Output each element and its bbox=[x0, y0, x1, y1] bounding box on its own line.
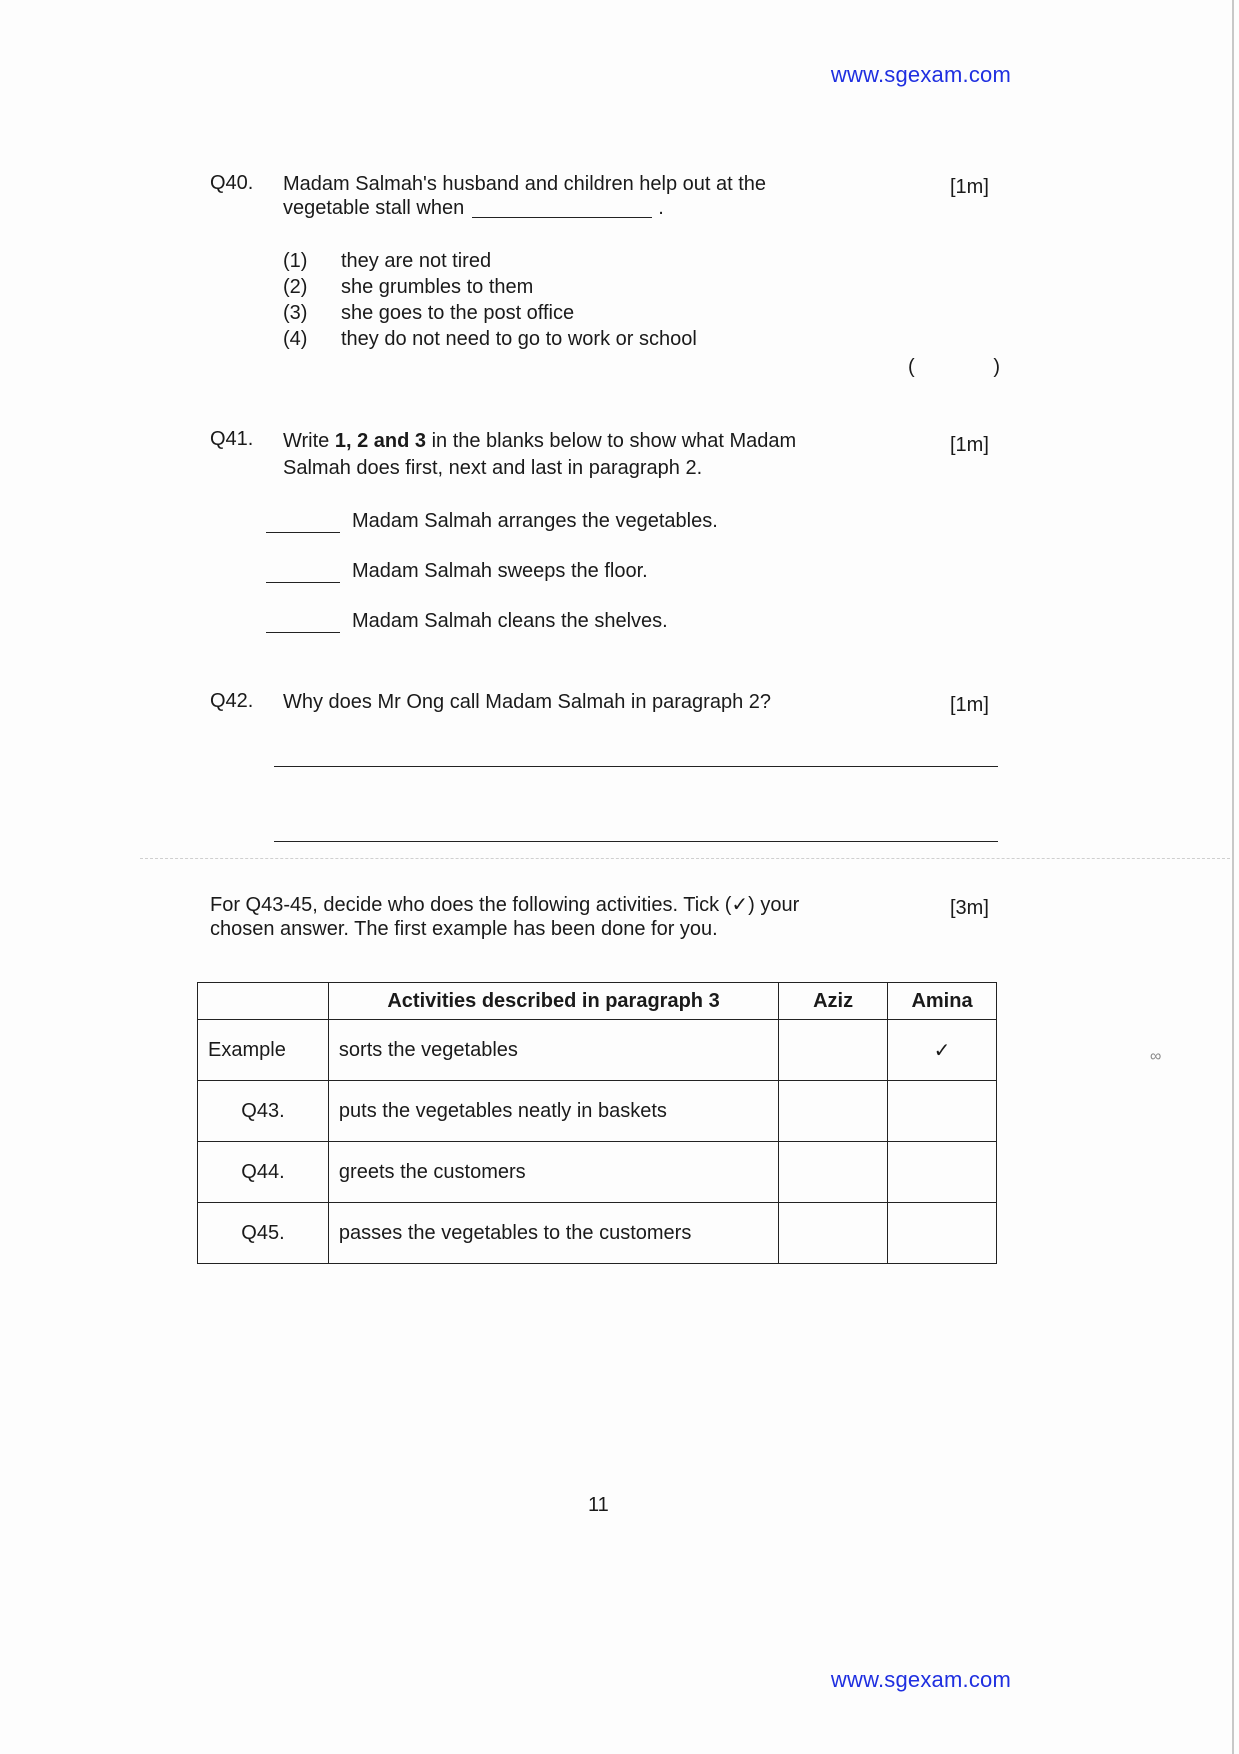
row-activity: greets the customers bbox=[328, 1142, 778, 1203]
option-number: (3) bbox=[283, 302, 308, 324]
q41-text-bold: 1, 2 and 3 bbox=[334, 430, 427, 452]
row-label: Q43. bbox=[198, 1081, 329, 1142]
watermark-bottom[interactable]: www.sgexam.com bbox=[830, 1667, 1011, 1692]
activities-table bbox=[197, 982, 997, 1264]
q41-marks: [1m] bbox=[950, 434, 989, 456]
q41-item-1 bbox=[266, 510, 718, 533]
table-row bbox=[198, 1081, 997, 1142]
q41-blank-2[interactable] bbox=[266, 562, 340, 583]
option-text: they do not need to go to work or school bbox=[341, 328, 697, 350]
header-aziz: Aziz bbox=[779, 983, 888, 1020]
q42-answer-line-1[interactable] bbox=[274, 766, 998, 767]
q40-number: Q40. bbox=[210, 172, 254, 194]
q41-blank-1[interactable] bbox=[266, 512, 340, 533]
scan-artifact-line bbox=[140, 858, 1230, 859]
row-activity: puts the vegetables neatly in baskets bbox=[328, 1081, 778, 1142]
q42-number: Q42. bbox=[210, 690, 254, 712]
aziz-tick-cell[interactable] bbox=[779, 1142, 888, 1203]
amina-tick-cell[interactable] bbox=[888, 1081, 997, 1142]
q41-text bbox=[283, 428, 843, 482]
row-label: Q44. bbox=[198, 1142, 329, 1203]
row-activity: sorts the vegetables bbox=[328, 1020, 778, 1081]
row-label: Example bbox=[198, 1020, 329, 1081]
row-activity: passes the vegetables to the customers bbox=[328, 1203, 778, 1264]
amina-tick-cell[interactable] bbox=[888, 1203, 997, 1264]
q41-blank-3[interactable] bbox=[266, 612, 340, 633]
q41-text-b: in the blanks below to show what Madam Salmah does first, next and last in paragraph 2. bbox=[283, 430, 797, 479]
option-text: they are not tired bbox=[341, 250, 492, 272]
scan-mark-icon: ∞ bbox=[1150, 1048, 1162, 1065]
header-blank bbox=[198, 983, 329, 1020]
q42-marks: [1m] bbox=[950, 694, 989, 716]
amina-tick-cell[interactable] bbox=[888, 1142, 997, 1203]
option-number: (2) bbox=[283, 276, 308, 298]
q41-text-a: Write bbox=[283, 430, 335, 452]
bracket-close: ) bbox=[993, 356, 1000, 378]
q41-item-text: Madam Salmah arranges the vegetables. bbox=[352, 510, 718, 532]
q43-45-instruction: For Q43-45, decide who does the following activities. Tick (✓) your chosen answer. The first example has been done for you. bbox=[210, 894, 800, 940]
q41-item-2 bbox=[266, 560, 648, 583]
q42-text: Why does Mr Ong call Madam Salmah in paragraph 2? bbox=[283, 691, 772, 713]
aziz-tick-cell[interactable] bbox=[779, 1081, 888, 1142]
option-text: she grumbles to them bbox=[341, 276, 534, 298]
header-amina: Amina bbox=[888, 983, 997, 1020]
q41-number: Q41. bbox=[210, 428, 254, 450]
q40-option-2[interactable] bbox=[283, 274, 697, 300]
aziz-tick-cell[interactable] bbox=[779, 1203, 888, 1264]
aziz-tick-cell[interactable] bbox=[779, 1020, 888, 1081]
header-activities: Activities described in paragraph 3 bbox=[328, 983, 778, 1020]
q40-answer-bracket[interactable] bbox=[908, 356, 1000, 379]
table-header-row bbox=[198, 983, 997, 1020]
table-row bbox=[198, 1203, 997, 1264]
watermark-top[interactable]: www.sgexam.com bbox=[830, 62, 1011, 87]
page-number: 11 bbox=[588, 1494, 609, 1516]
q40-option-3[interactable] bbox=[283, 300, 697, 326]
table-row bbox=[198, 1020, 997, 1081]
option-number: (1) bbox=[283, 250, 308, 272]
q41-item-text: Madam Salmah cleans the shelves. bbox=[352, 610, 668, 632]
q40-text-after: . bbox=[658, 197, 664, 219]
q40-option-1[interactable] bbox=[283, 248, 697, 274]
q41-item-3 bbox=[266, 610, 668, 633]
q43-45-marks: [3m] bbox=[950, 897, 989, 919]
bracket-open: ( bbox=[908, 356, 915, 378]
row-label: Q45. bbox=[198, 1203, 329, 1264]
q40-marks: [1m] bbox=[950, 176, 989, 198]
page-edge bbox=[1232, 0, 1234, 1754]
table-row bbox=[198, 1142, 997, 1203]
q40-text-before: Madam Salmah's husband and children help out at the vegetable stall when bbox=[283, 173, 767, 219]
q40-text bbox=[283, 172, 843, 220]
option-text: she goes to the post office bbox=[341, 302, 575, 324]
q41-item-text: Madam Salmah sweeps the floor. bbox=[352, 560, 648, 582]
amina-tick-cell[interactable]: ✓ bbox=[888, 1020, 997, 1081]
q40-option-4[interactable] bbox=[283, 326, 697, 352]
q42-answer-line-2[interactable] bbox=[274, 841, 998, 842]
q40-options bbox=[283, 248, 697, 352]
option-number: (4) bbox=[283, 328, 308, 350]
q40-answer-blank[interactable] bbox=[472, 199, 652, 218]
